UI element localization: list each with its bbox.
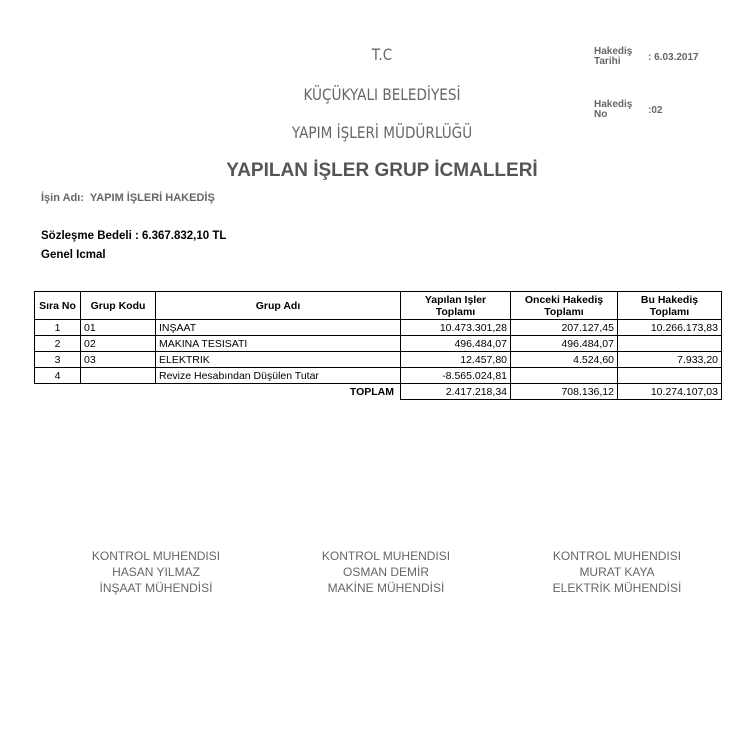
total-prev: 708.136,12 — [511, 384, 618, 400]
table-row — [35, 368, 722, 384]
row-name: ELEKTRIK — [156, 352, 401, 368]
header-municipality: KÜÇÜKYALI BELEDİYESİ — [303, 85, 461, 104]
col-header-done: Yapılan Işler Toplamı — [401, 292, 511, 320]
number-label: Hakediş No — [594, 99, 633, 120]
table-header-row — [35, 292, 722, 320]
table-row — [35, 352, 722, 368]
row-current — [618, 336, 722, 352]
date-value: : 6.03.2017 — [648, 52, 699, 63]
page-title: YAPILAN İŞLER GRUP İCMALLERİ — [226, 160, 538, 181]
signature-block: KONTROL MUHENDISI MURAT KAYA ELEKTRİK MÜHENDİSİ — [552, 549, 682, 595]
row-prev — [511, 368, 618, 384]
row-current: 7.933,20 — [618, 352, 722, 368]
row-code: 02 — [81, 336, 156, 352]
row-current — [618, 368, 722, 384]
row-current: 10.266.173,83 — [618, 320, 722, 336]
col-header-no: Sıra No — [35, 292, 81, 320]
row-done: 10.473.301,28 — [401, 320, 511, 336]
col-header-prev: Onceki Hakediş Toplamı — [511, 292, 618, 320]
total-row — [35, 384, 722, 400]
col-header-name: Grup Adı — [156, 292, 401, 320]
row-no: 3 — [35, 352, 81, 368]
total-done: 2.417.218,34 — [401, 384, 511, 400]
row-no: 2 — [35, 336, 81, 352]
summary-table — [34, 291, 722, 400]
row-no: 4 — [35, 368, 81, 384]
header-department: YAPIM İŞLERİ MÜDÜRLÜĞÜ — [291, 123, 473, 142]
col-header-code: Grup Kodu — [81, 292, 156, 320]
total-current: 10.274.107,03 — [618, 384, 722, 400]
job-name: İşin Adı: YAPIM İŞLERİ HAKEDİŞ — [41, 192, 215, 204]
row-name: Revize Hesabından Düşülen Tutar — [156, 368, 401, 384]
row-no: 1 — [35, 320, 81, 336]
row-done: 12.457,80 — [401, 352, 511, 368]
number-value: :02 — [648, 105, 663, 116]
row-prev: 4.524,60 — [511, 352, 618, 368]
row-prev: 207.127,45 — [511, 320, 618, 336]
section-title: Genel Icmal — [41, 249, 106, 261]
row-code: 01 — [81, 320, 156, 336]
row-code — [81, 368, 156, 384]
row-done: -8.565.024,81 — [401, 368, 511, 384]
row-code: 03 — [81, 352, 156, 368]
row-prev: 496.484,07 — [511, 336, 618, 352]
date-label: Hakediş Tarihi — [594, 46, 633, 67]
total-label: TOPLAM — [349, 385, 394, 398]
signature-block: KONTROL MUHENDISI HASAN YILMAZ İNŞAAT MÜHENDİSİ — [91, 549, 221, 595]
row-name: INŞAAT — [156, 320, 401, 336]
col-header-current: Bu Hakediş Toplamı — [618, 292, 722, 320]
row-done: 496.484,07 — [401, 336, 511, 352]
table-row — [35, 320, 722, 336]
contract-value: Sözleşme Bedeli : 6.367.832,10 TL — [41, 230, 227, 242]
row-name: MAKINA TESISATI — [156, 336, 401, 352]
table-row — [35, 336, 722, 352]
signature-block: KONTROL MUHENDISI OSMAN DEMİR MAKİNE MÜHENDİSİ — [321, 549, 451, 595]
header-line1: T.C — [371, 45, 393, 64]
